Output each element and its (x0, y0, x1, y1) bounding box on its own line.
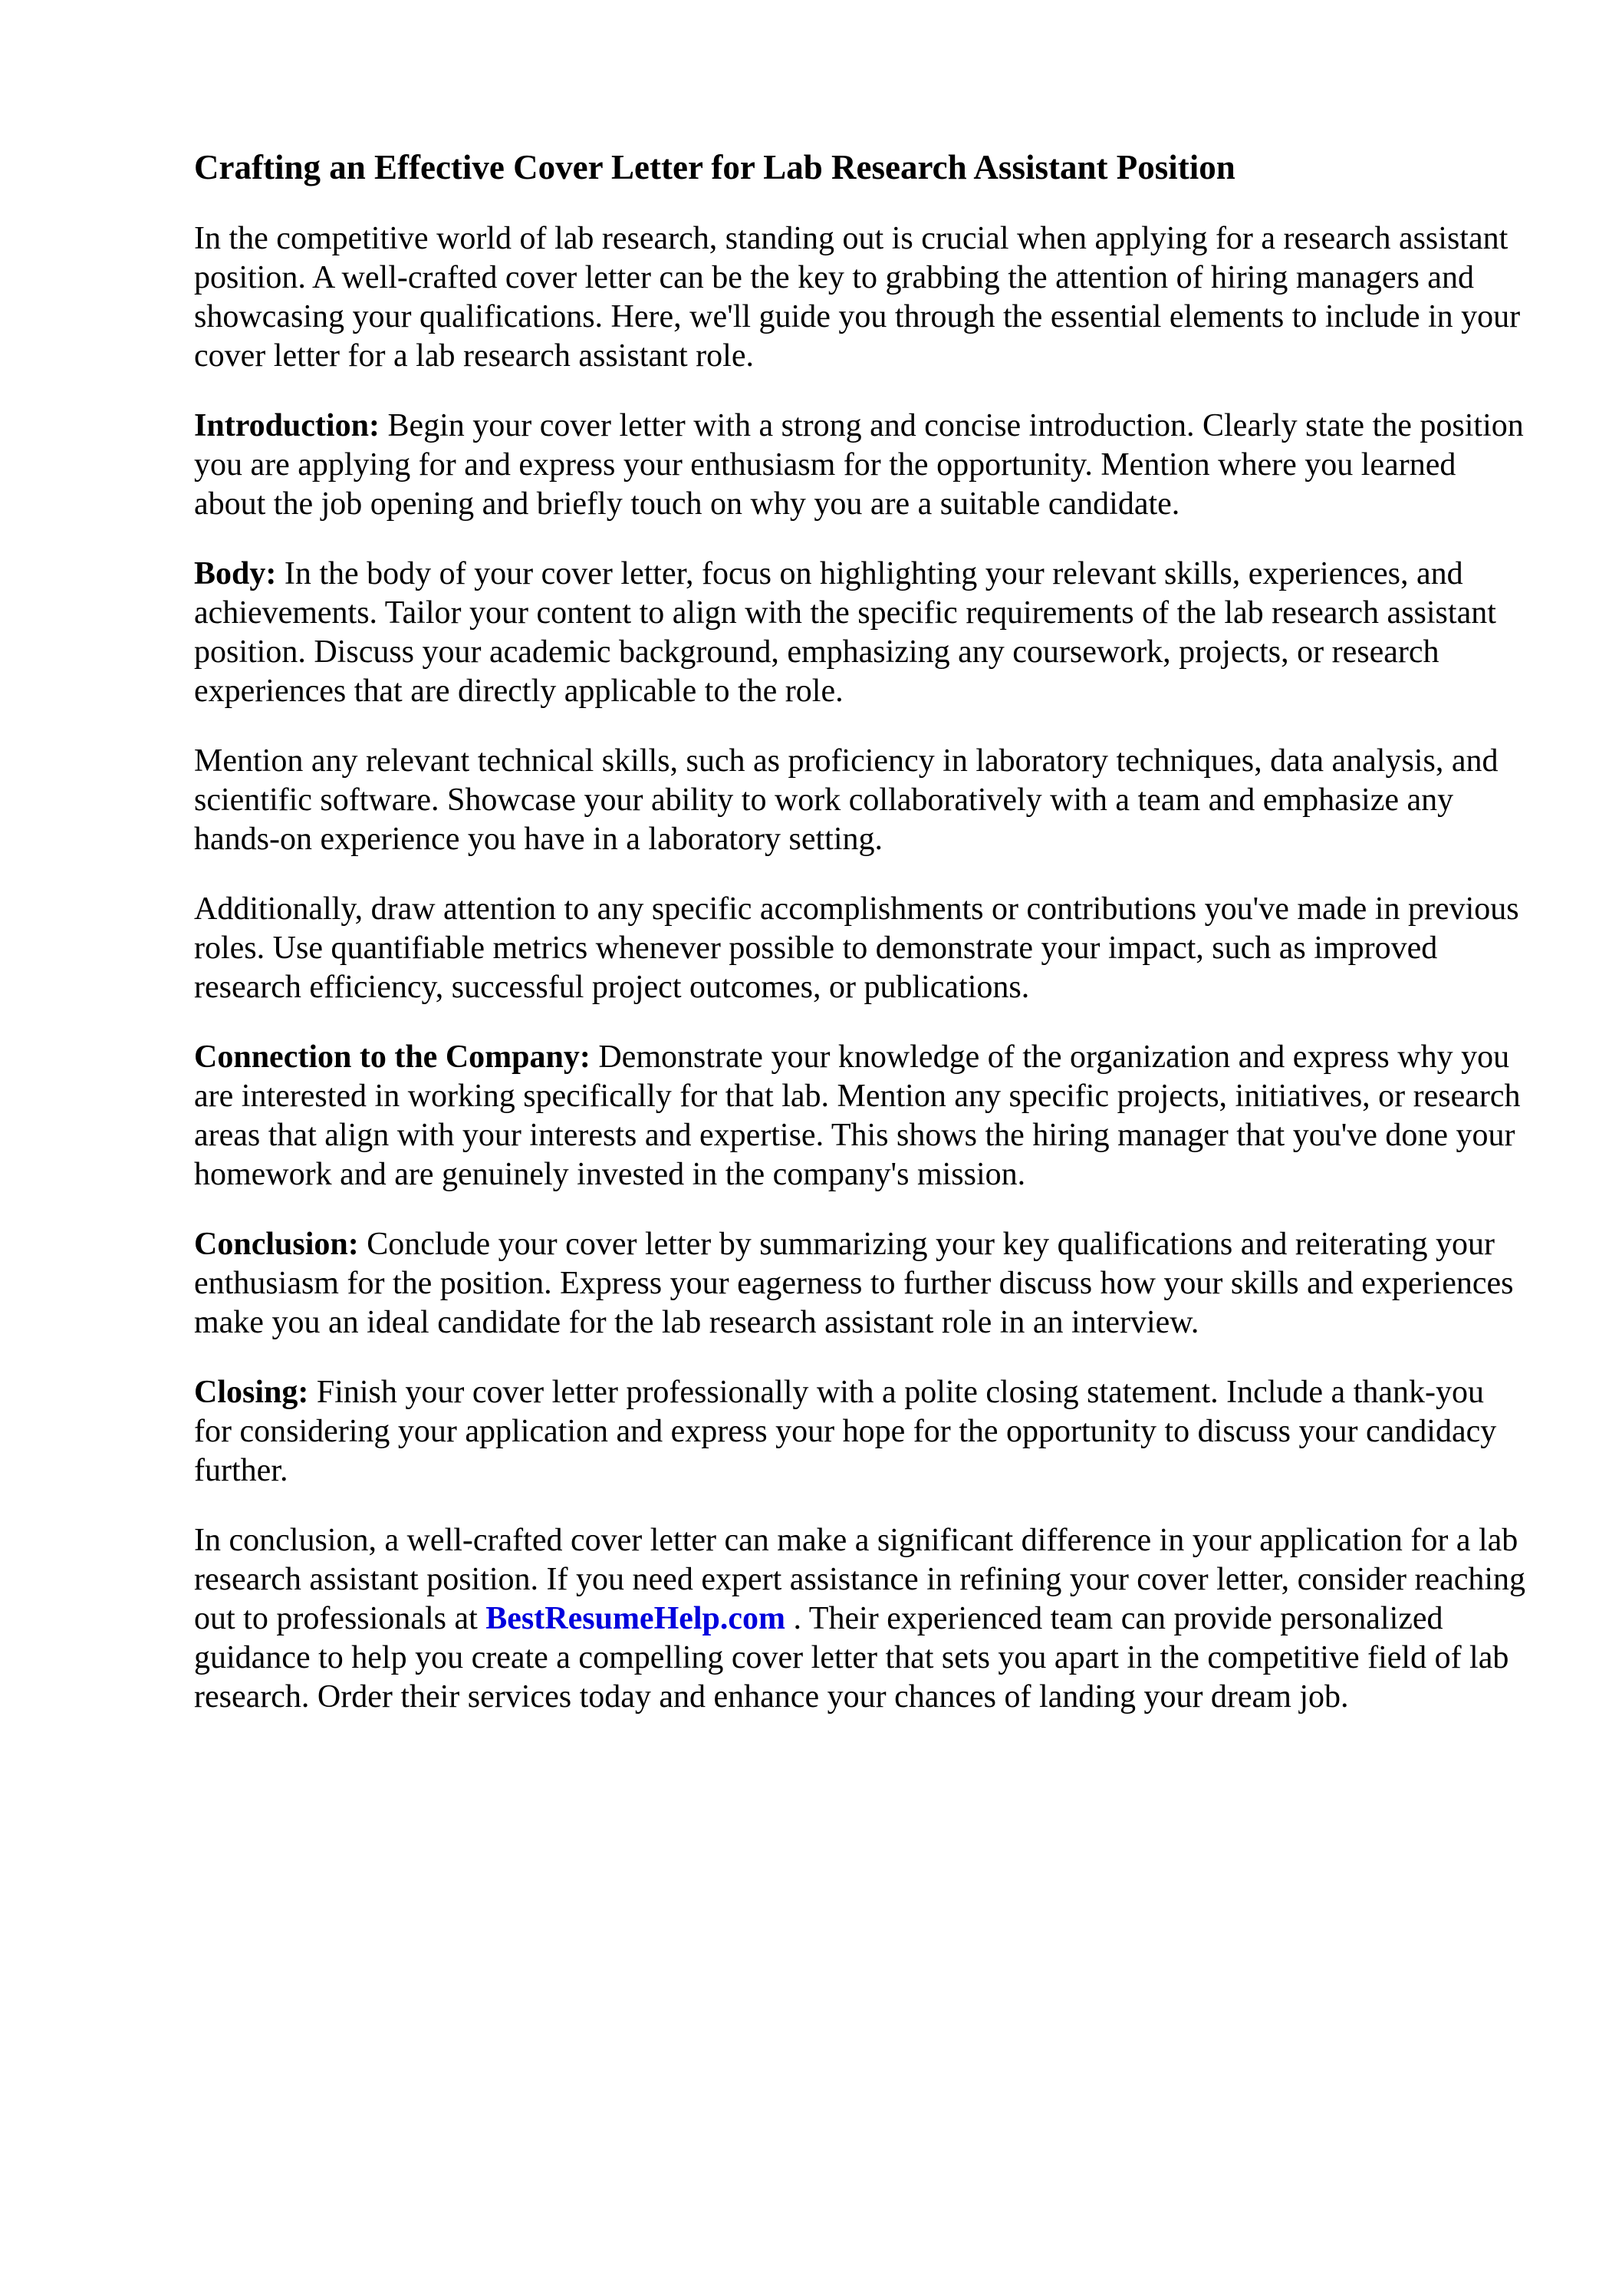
paragraph-text: . Their experienced team can provide personalized guidance to help you create a compelling cover letter that sets you apart in the competitive field of lab research. Order their services today and enhance your chances of landing your dream job. (194, 1601, 1509, 1715)
paragraph-technical-skills (194, 742, 1526, 859)
paragraph-text: Begin your cover letter with a strong and concise introduction. Clearly state the position you are applying for and express your enthusiasm for the opportunity. Mention where you learned about the job opening and briefly touch on why you are a suitable candidate. (194, 408, 1524, 522)
paragraph-text: In the body of your cover letter, focus on highlighting your relevant skills, experiences, and achievements. Tailor your content to align with the specific requirements of the lab research assistant position. Discuss your academic background, emphasizing any coursework, projects, or research experiences that are directly applicable to the role. (194, 556, 1496, 709)
document-title: Crafting an Effective Cover Letter for Lab Research Assistant Position (194, 148, 1235, 186)
paragraph-body (194, 555, 1526, 711)
paragraph-text: In the competitive world of lab research, standing out is crucial when applying for a research assistant position. A well-crafted cover letter can be the key to grabbing the attention of hiring managers and showcasing your qualifications. Here, we'll guide you through the essential elements to include in your cover letter for a lab research assistant role. (194, 221, 1521, 374)
paragraph-intro-overview (194, 219, 1526, 376)
paragraph-introduction (194, 407, 1526, 524)
paragraph-conclusion (194, 1225, 1526, 1342)
document-content (194, 146, 1526, 1748)
paragraph-text: Finish your cover letter professionally with a polite closing statement. Include a thank-you for considering your application and express your hope for the opportunity to discuss your candidacy further. (194, 1375, 1497, 1488)
paragraph-accomplishments (194, 890, 1526, 1007)
paragraph-closing (194, 1373, 1526, 1491)
paragraph-text: In conclusion, a well-crafted cover letter can make a significant difference in your application for a lab research assistant position. If you need expert assistance in refining your cover letter, consider reaching out to professionals at (194, 1523, 1526, 1636)
bestresumehelp-link[interactable]: BestResumeHelp.com (485, 1601, 786, 1636)
paragraph-text: Mention any relevant technical skills, such as proficiency in laboratory techniques, data analysis, and scientific software. Showcase your ability to work collaboratively with a team and emphasize any hands-on experience you have in a laboratory setting. (194, 743, 1499, 857)
section-label-conclusion: Conclusion: (194, 1227, 359, 1262)
paragraph-final-cta (194, 1521, 1526, 1717)
section-label-closing: Closing: (194, 1375, 309, 1410)
paragraph-text: Additionally, draw attention to any specific accomplishments or contributions you've made in previous roles. Use quantifiable metrics whenever possible to demonstrate your impact, such as improved research efficiency, successful project outcomes, or publications. (194, 891, 1519, 1005)
section-label-introduction: Introduction: (194, 408, 380, 443)
section-label-connection: Connection to the Company: (194, 1039, 591, 1075)
paragraph-text: Demonstrate your knowledge of the organization and express why you are interested in working specifically for that lab. Mention any specific projects, initiatives, or research areas that align with your interests and expertise. This shows the hiring manager that you've done your homework and are genuinely invested in the company's mission. (194, 1039, 1521, 1192)
section-label-body: Body: (194, 556, 277, 591)
paragraph-connection-to-company (194, 1038, 1526, 1194)
paragraph-text: Conclude your cover letter by summarizing your key qualifications and reiterating your enthusiasm for the position. Express your eagerness to further discuss how your skills and experiences make you an ideal candidate for the lab research assistant role in an interview. (194, 1227, 1514, 1340)
